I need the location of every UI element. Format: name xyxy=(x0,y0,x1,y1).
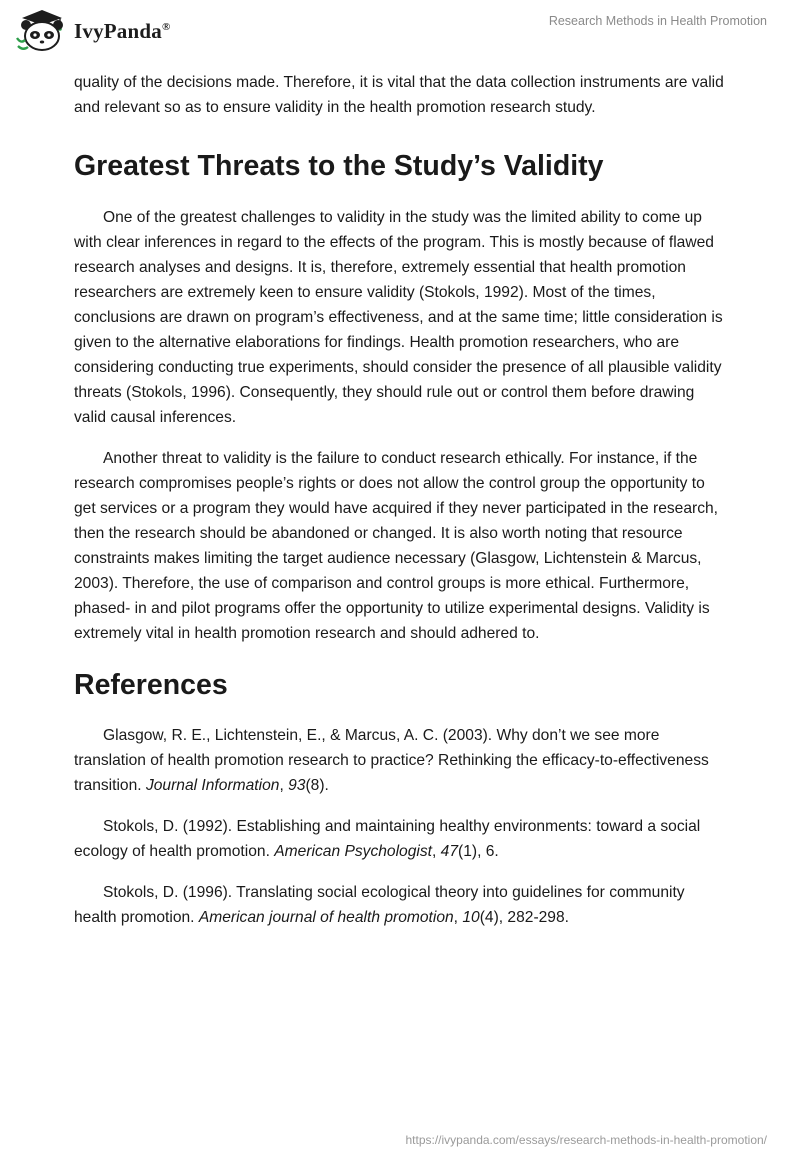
registered-mark: ® xyxy=(161,20,171,33)
reference-volume: 47 xyxy=(440,843,459,860)
threats-paragraph-2: Another threat to validity is the failure to conduct research ethically. For instance, if the research compromises people’s rights or does not allow the control group the opportunity to get services or a program they would have acquired if they never participated in the research, then the research should be abandoned or changed. It is also worth noting that resource constraints makes limiting the target audience necessary (Glasgow, Lichtenstein & Marcus, 2003). Therefore, the use of comparison and control groups is more ethical. Furthermore, phased- in and pilot programs offer the opportunity to utilize experimental designs. Validity is extremely vital in health promotion research and should adhered to. xyxy=(74,450,719,642)
reference-separator: , xyxy=(453,909,463,926)
source-url[interactable]: https://ivypanda.com/essays/research-methods-in-health-promotion/ xyxy=(405,1133,767,1147)
reference-text: Stokols, D. (1992). Establishing and maintaining healthy environments: toward a social ecology of health promotion. xyxy=(74,818,701,860)
logo-text: IvyPanda xyxy=(74,18,162,43)
reference-separator: , xyxy=(279,777,289,794)
reference-issue: (1), 6. xyxy=(458,843,499,860)
reference-journal: American journal of health promotion xyxy=(198,909,454,926)
reference-journal: Journal Information xyxy=(145,777,280,794)
reference-item xyxy=(74,880,724,930)
running-title: Research Methods in Health Promotion xyxy=(548,14,767,28)
reference-issue: (8). xyxy=(305,777,329,794)
reference-text: Glasgow, R. E., Lichtenstein, E., & Marcus, A. C. (2003). Why don’t we see more translation of health promotion research to practice? Rethinking the efficacy-to-effectiveness transition. xyxy=(74,727,709,794)
heading-references: References xyxy=(74,669,228,701)
page-header xyxy=(0,0,800,60)
reference-issue: (4), 282-298. xyxy=(479,909,569,926)
reference-item xyxy=(74,723,724,798)
panda-graduate-icon xyxy=(14,8,70,54)
ivypanda-logo[interactable] xyxy=(14,8,170,54)
intro-paragraph: quality of the decisions made. Therefore, it is vital that the data collection instruments are valid and relevant so as to ensure validity in the health promotion research study. xyxy=(74,74,724,116)
reference-separator: , xyxy=(432,843,441,860)
essay-content xyxy=(74,70,724,930)
logo-wordmark xyxy=(74,19,170,44)
threats-paragraph-1: One of the greatest challenges to validity in the study was the limited ability to come up with clear inferences in regard to the effects of the program. This is mostly because of flawed research analyses and designs. It is, therefore, extremely essential that health promotion researchers are extremely keen to ensure validity (Stokols, 1992). Most of the times, conclusions are drawn on program’s effectiveness, and at the same time; little consideration is given to the alternative elaborations for findings. Health promotion researchers, who are considering conducting true experiments, should consider the presence of all plausible validity threats (Stokols, 1996). Consequently, they should rule out or control them before drawing valid causal inferences. xyxy=(74,209,723,426)
heading-threats: Greatest Threats to the Study’s Validity xyxy=(74,150,604,182)
reference-volume: 93 xyxy=(288,777,306,794)
reference-text: Stokols, D. (1996). Translating social ecological theory into guidelines for community health promotion. xyxy=(74,884,685,926)
reference-journal: American Psychologist xyxy=(274,843,432,860)
reference-item xyxy=(74,814,724,864)
reference-volume: 10 xyxy=(462,909,480,926)
